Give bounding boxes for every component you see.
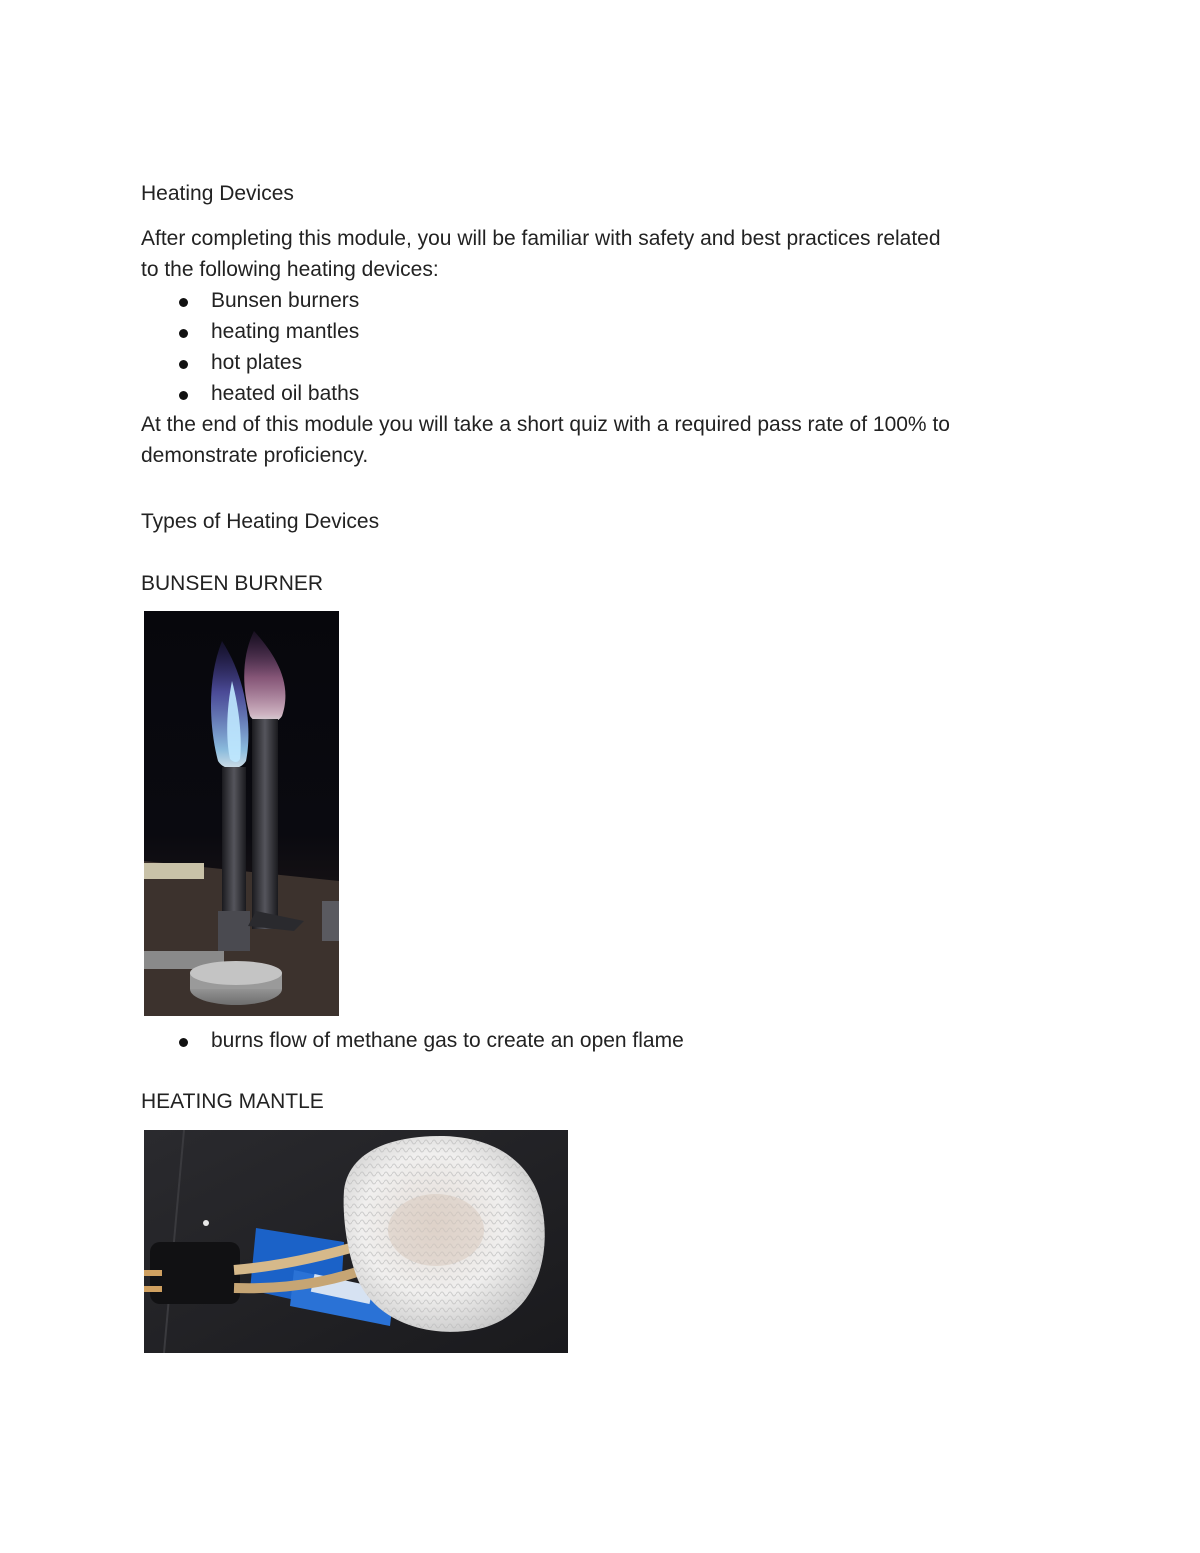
bullet-icon — [179, 329, 188, 338]
bullet-icon — [179, 391, 188, 400]
bullet-icon — [179, 298, 188, 307]
list-item-text: heated oil baths — [211, 382, 360, 405]
list-item-text: hot plates — [211, 351, 303, 374]
bunsen-burner-photo — [144, 611, 339, 1016]
bullet-icon — [179, 1038, 188, 1047]
types-heading: Types of Heating Devices — [141, 510, 380, 533]
list-item-text: Bunsen burners — [211, 289, 360, 312]
bullet-icon — [179, 360, 188, 369]
intro-line-2: to the following heating devices: — [141, 258, 439, 281]
bunsen-burner-heading: BUNSEN BURNER — [141, 572, 324, 595]
quiz-line-2: demonstrate proficiency. — [141, 444, 369, 467]
document-title: Heating Devices — [141, 182, 294, 205]
heating-mantle-heading: HEATING MANTLE — [141, 1090, 324, 1113]
list-item-text: heating mantles — [211, 320, 360, 343]
list-item-text: burns flow of methane gas to create an open flame — [211, 1029, 684, 1052]
intro-line-1: After completing this module, you will be familiar with safety and best practices related — [141, 227, 941, 250]
heating-mantle-photo — [144, 1130, 568, 1353]
quiz-line-1: At the end of this module you will take a short quiz with a required pass rate of 100% to — [141, 413, 950, 436]
